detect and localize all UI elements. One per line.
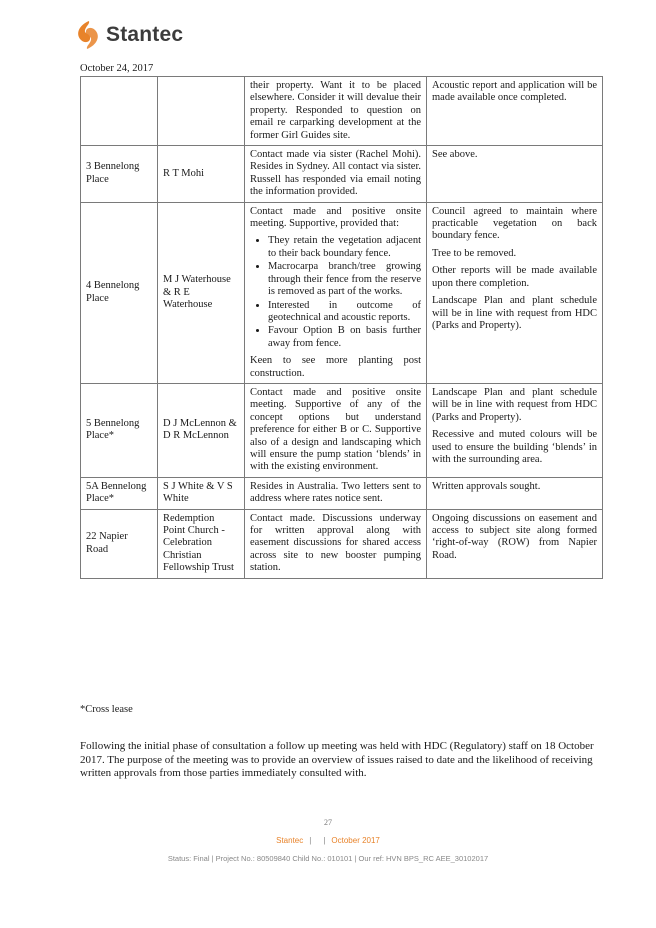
document-date: October 24, 2017 [80,63,154,74]
footnote: *Cross lease [80,704,133,715]
response-paragraph: Other reports will be made available upon there completion. [432,265,597,289]
address-cell: 3 Bennelong Place [81,146,158,203]
response-paragraph: Ongoing discussions on easement and access to subject site along formed ‘right-of-way (ROW) from Napier Road. [432,512,597,561]
footer-company-line: Stantec | | October 2017 [276,836,380,845]
contact-bullet: • They retain the vegetation adjacent to their back boundary fence. [268,235,421,260]
contact-cell [245,202,427,383]
table-row [81,146,603,203]
owner-cell [158,77,245,146]
owner-cell: D J McLennon & D R McLennon [158,383,245,477]
contact-cell [245,477,427,509]
contact-paragraph: Resides in Australia. Two letters sent to address where rates notice sent. [250,480,421,505]
table-row [81,202,603,383]
response-cell [427,383,603,477]
contact-outro: Keen to see more planting post construction. [250,355,421,379]
address-cell: 22 Napier Road [81,509,158,578]
owner-cell: R T Mohi [158,146,245,203]
contact-bullet: • Favour Option B on basis further away from fence. [268,325,421,350]
address-cell: 5 Bennelong Place* [81,383,158,477]
contact-bullet: • Interested in outcome of geotechnical and acoustic reports. [268,300,421,325]
contact-paragraph: Contact made. Discussions underway for written approval along with easement discussions for shared access across site to new booster pumping station. [250,512,421,574]
address-cell: 5A Bennelong Place* [81,477,158,509]
contact-cell [245,146,427,203]
logo [75,20,183,50]
contact-bullet: • Macrocarpa branch/tree growing through their fence from the reserve is removed as part of the works. [268,261,421,298]
stantec-swirl-icon [75,20,101,50]
contact-cell [245,509,427,578]
table-row [81,477,603,509]
response-paragraph: Tree to be removed. [432,247,517,259]
response-paragraph: Recessive and muted colours will be used to ensure the building ‘blends’ in with the surrounding area. [432,429,597,465]
logo-text: Stantec [106,23,184,46]
response-paragraph: See above. [432,149,478,161]
contact-paragraph: their property. Want it to be placed elsewhere. Consider it will devalue their property. Responded to question on email re carparking development at the former Girl Guides site. [250,80,421,141]
response-paragraph: Landscape Plan and plant schedule will be in line with request from HDC (Parks and Property). [432,386,597,423]
address-cell [81,77,158,146]
footer-company: Stantec [276,836,304,845]
contact-cell [245,77,427,146]
response-paragraph: Landscape Plan and plant schedule will be in line with request from HDC (Parks and Property). [432,295,597,331]
table-row [81,383,603,477]
contact-paragraph: Contact made and positive onsite meeting. Supportive of any of the concept options but understand preference for either B or C. Supportive also of a design and landscaping which will ensure the pump station ‘blends’ in with the existing environment. [250,386,421,473]
table-row [81,77,603,146]
response-cell [427,202,603,383]
owner-cell: S J White & V S White [158,477,245,509]
response-cell [427,146,603,203]
contact-bullet-list [250,235,421,350]
contact-cell [245,383,427,477]
owner-cell: M J Waterhouse & R E Waterhouse [158,202,245,383]
response-paragraph: Written approvals sought. [432,480,541,492]
contact-intro: Contact made and positive onsite meeting. Supportive, provided that: [250,205,421,230]
response-cell [427,477,603,509]
footer-status-line: Status: Final | Project No.: 80509840 Child No.: 010101 | Our ref: HVN BPS_RC AEE_30102017 [167,854,489,863]
consultation-table [80,76,603,579]
contact-paragraph: Contact made via sister (Rachel Mohi). Resides in Sydney. All contact via sister. Russell has responded via email noting the information provided. [250,149,421,198]
address-cell: 4 Bennelong Place [81,202,158,383]
body-paragraph: Following the initial phase of consultation a follow up meeting was held with HDC (Regulatory) staff on 18 October 2017. The purpose of the meeting was to provide an overview of issues raised to date and the likelihood of receiving written approvals from those parties immediately consulted with. [80,740,594,779]
footer-date: October 2017 [331,836,380,845]
owner-cell: Redemption Point Church - Celebration Christian Fellowship Trust [158,509,245,578]
response-paragraph: Acoustic report and application will be made available once completed. [432,80,597,104]
table-row [81,509,603,578]
response-cell [427,509,603,578]
response-paragraph: Council agreed to maintain where practicable vegetation on back boundary fence. [432,205,597,242]
page-number: 27 [324,818,332,827]
response-cell [427,77,603,146]
